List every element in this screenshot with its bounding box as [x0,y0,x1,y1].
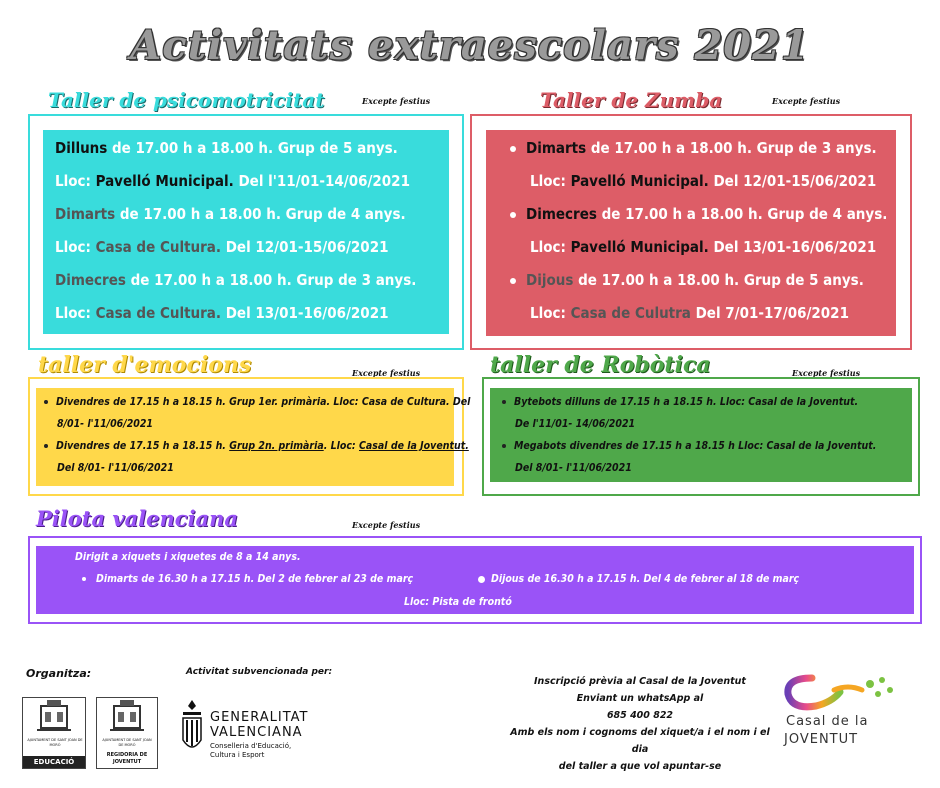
bullet-icon [478,576,485,583]
robotica-line-4: Del 8/01- l'11/06/2021 [515,462,632,474]
robotica-note: Excepte festius [792,368,861,378]
psico-line-4: Lloc: Casa de Cultura. Del 12/01-15/06/2021 [55,238,389,256]
emocions-line-1: Divendres de 17.15 h a 18.15 h. Grup 1er. primària. Lloc: Casa de Cultura. Del [44,391,470,413]
logo-casal [782,670,902,754]
emocions-note: Excepte festius [352,368,421,378]
emocions-title: taller d'emocions [38,352,252,378]
casal-name-2: JOVENTUT [784,732,859,747]
robotica-lines [502,391,876,479]
robotica-line-2: De l'11/01- 14/06/2021 [515,418,636,430]
inscripcio-phone: 685 400 822 [606,710,674,721]
psico-line-5: Dimecres de 17.00 h a 18.00 h. Grup de 3 anys. [55,271,417,289]
bullet-icon [510,146,516,152]
logo-regidoria-label-2: JOVENTUT [112,759,142,765]
casal-swirl-icon [782,670,902,714]
psico-title: Taller de psicomotricitat [48,88,325,112]
inscripcio-block [505,673,775,775]
psico-line-6: Lloc: Casa de Cultura. Del 13/01-16/06/2021 [55,304,389,322]
pilota-item-2: Dijous de 16.30 h a 17.15 h. Del 4 de febrer al 18 de març [478,568,799,590]
bullet-icon [502,400,506,404]
psico-line-3: Dimarts de 17.00 h a 18.00 h. Grup de 4 anys. [55,205,406,223]
logo-generalitat [180,700,340,770]
zumba-line-6: Lloc: Casa de Culutra Del 7/01-17/06/2021 [530,304,849,322]
zumba-line-4: Lloc: Pavelló Municipal. Del 13/01-16/06/2021 [530,238,877,256]
generalitat-dept-2: Cultura i Esport [210,751,265,759]
robotica-title: taller de Robòtica [490,352,711,378]
psico-line-2: Lloc: Pavelló Municipal. Del l'11/01-14/06/2021 [55,172,410,190]
emocions-line-2: 8/01- l'11/06/2021 [57,418,153,430]
pilota-place: Lloc: Pista de frontó [404,596,512,608]
zumba-line-3: Dimecres de 17.00 h a 18.00 h. Grup de 4 anys. [510,198,887,231]
bullet-icon [82,577,86,581]
inscripcio-line-5: del taller a que vol apuntar-se [558,761,722,772]
zumba-line-2: Lloc: Pavelló Municipal. Del 12/01-15/06/2021 [530,172,877,190]
casal-name-1: Casal de la [786,714,869,729]
generalitat-name-2: VALENCIANA [210,725,303,740]
page-title: Activitats extraescolars 2021 [130,22,810,69]
psico-line-1: Dilluns de 17.00 h a 18.00 h. Grup de 5 anys. [55,139,398,157]
pilota-title: Pilota valenciana [36,506,239,531]
logo-educacio-label: EDUCACIÓ [23,756,85,768]
bullet-icon [510,212,516,218]
pilota-intro: Dirigit a xiquets i xiquetes de 8 a 14 anys. [75,551,301,563]
inscripcio-line-1: Inscripció prèvia al Casal de la Joventut [534,676,746,687]
psico-lines [55,132,416,330]
logo-regidoria-label-1: REGIDORIA DE [106,752,148,758]
pilota-note: Excepte festius [352,520,421,530]
generalitat-name-1: GENERALITAT [210,710,309,725]
bullet-icon [44,400,48,404]
robotica-line-1: Bytebots dilluns de 17.15 h a 18.15 h. Lloc: Casal de la Joventut. [502,391,876,413]
emocions-line-4: Del 8/01- l'11/06/2021 [57,462,174,474]
inscripcio-line-2: Enviant un whatsApp al [576,693,704,704]
generalitat-dept-1: Conselleria d'Educació, [210,742,292,750]
logo-regidoria [96,697,158,769]
bullet-icon [510,278,516,284]
logo-educacio-ajunt: AJUNTAMENT DE SANT JOAN DE MORÓ [27,738,83,747]
logo-regidoria-ajunt: AJUNTAMENT DE SANT JOAN DE MORÓ [102,738,152,747]
bullet-icon [502,444,506,448]
zumba-lines [510,132,887,330]
inscripcio-line-4: Amb els nom i cognoms del xiquet/a i el nom i el dia [510,727,770,755]
emocions-lines [44,391,470,479]
zumba-title: Taller de Zumba [540,88,723,112]
psico-note: Excepte festius [362,96,431,106]
emocions-line-3: Divendres de 17.15 h a 18.15 h. Grup 2n. primària. Lloc: Casal de la Joventut. [44,435,470,457]
subvencionada-label: Activitat subvencionada per: [186,667,333,677]
zumba-note: Excepte festius [772,96,841,106]
generalitat-emblem-icon [180,700,204,756]
robotica-line-3: Megabots divendres de 17.15 h a 18.15 h Lloc: Casal de la Joventut. [502,435,876,457]
organitza-label: Organitza: [26,667,92,680]
logo-educacio [22,697,86,769]
zumba-line-5: Dijous de 17.00 h a 18.00 h. Grup de 5 anys. [510,264,887,297]
zumba-line-1: Dimarts de 17.00 h a 18.00 h. Grup de 3 anys. [510,132,887,165]
pilota-item-1: Dimarts de 16.30 h a 17.15 h. Del 2 de febrer al 23 de març [82,568,413,590]
bullet-icon [44,444,48,448]
